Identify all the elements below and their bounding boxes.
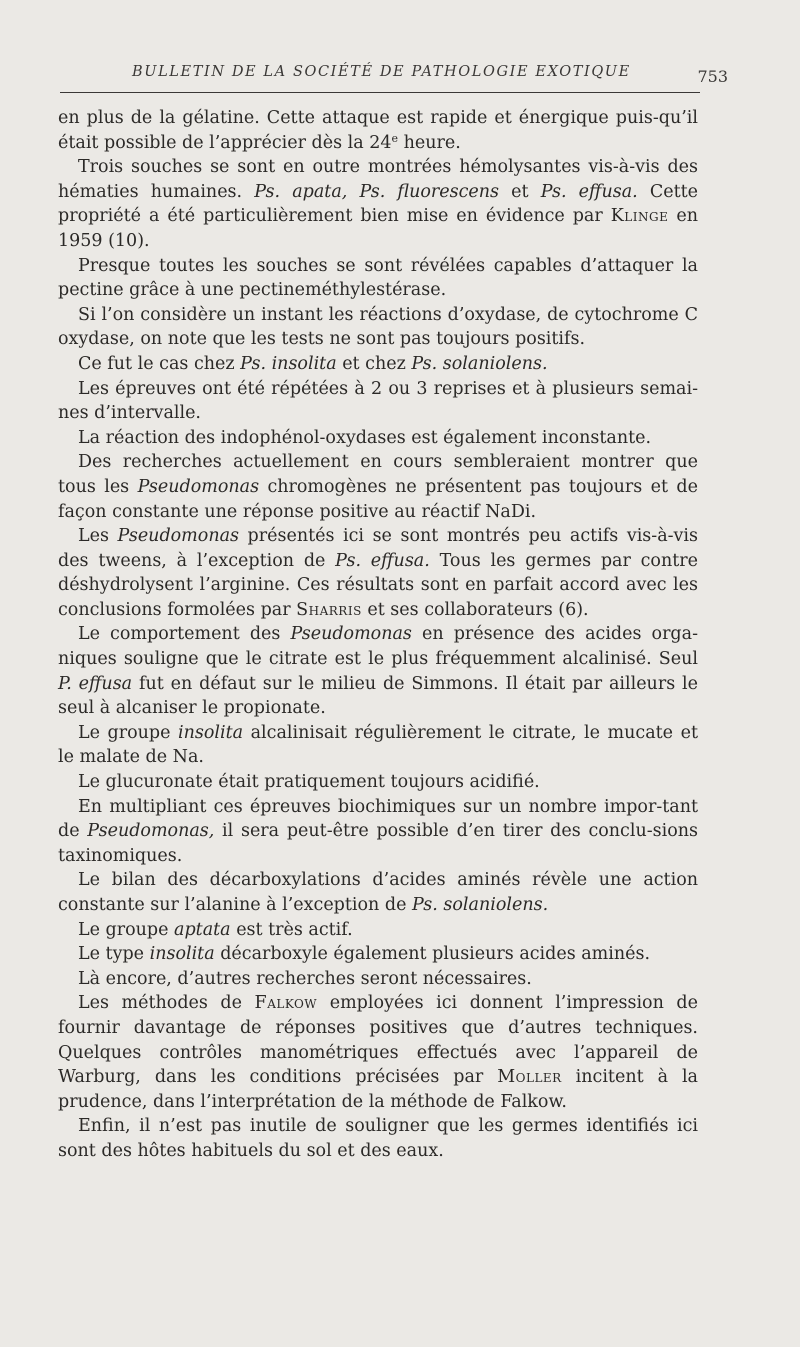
text-run: Tous les germes par contre déshydrolysent l’arginine. Ces résultats sont en parfait accord avec les conclusions formolées par (58, 550, 698, 620)
paragraph (58, 303, 698, 352)
italic-text: P. effusa (58, 673, 133, 694)
paragraph (58, 377, 698, 426)
paragraph (58, 770, 698, 795)
text-run: employées ici donnent l’impression de fournir davantage de réponses positives que d’autres techniques. Quelques contrôles manométriques effectués avec l’appareil de Warburg, dans les conditions précisées par (58, 993, 698, 1088)
text-run: Les épreuves ont été répétées à 2 ou 3 reprises et à plusieurs semai-nes d’intervalle. (58, 378, 698, 424)
paragraph (58, 106, 698, 155)
text-run: chromogènes ne présentent pas toujours et de façon constante une réponse positive au réactif NaDi. (58, 476, 698, 522)
text-run: et (499, 181, 541, 202)
page-number: 753 (697, 67, 728, 86)
italic-text: aptata (174, 919, 231, 940)
text-run: Le groupe (78, 919, 175, 940)
text-run: présentés ici se sont montrés peu actifs vis-à-vis des tweens, à l’exception de (58, 526, 699, 571)
text-run: Trois souches se sont en outre montrées hémolysantes vis-à-vis des hématies humaines. (58, 157, 698, 202)
text-run: heure. (398, 132, 461, 153)
text-run: en 1959 (10). (58, 206, 698, 251)
author-name: Sharris (296, 599, 362, 620)
text-run: fut en défaut sur le milieu de Simmons. Il était par ailleurs le seul à alcaniser le propionate. (58, 673, 699, 719)
paragraph (58, 524, 698, 622)
text-run: La réaction des indophénol-oxydases est également inconstante. (78, 427, 652, 448)
text-run: décarboxyle également plusieurs acides aminés. (214, 944, 651, 965)
text-run: Le type (78, 944, 150, 965)
italic-text: insolita (149, 944, 215, 965)
text-run: incitent à la prudence, dans l’interprétation de la méthode de Falkow. (58, 1067, 698, 1112)
text-run: est très actif. (230, 919, 353, 940)
italic-text: Ps. effusa. (540, 181, 638, 202)
text-run: et chez (336, 353, 412, 374)
paragraph (58, 967, 698, 992)
author-name: Moller (497, 1067, 562, 1088)
italic-text: insolita (178, 722, 244, 743)
italic-text: Pseudomonas (290, 624, 412, 645)
superscript: e (391, 131, 399, 145)
italic-text: Ps. solaniolens. (411, 353, 548, 374)
text-run: En multipliant ces épreuves biochimiques sur un nombre impor-tant de (58, 796, 698, 842)
text-run: en présence des acides orga-niques souligne que le citrate est le plus fréquemment alcalinisé. Seul (58, 624, 698, 670)
paragraph (58, 868, 698, 917)
paragraph (58, 155, 698, 253)
paragraph (58, 942, 698, 967)
text-run: Les (78, 526, 118, 547)
text-run: Ce fut le cas chez (78, 353, 241, 374)
italic-text: Ps. effusa. (335, 550, 430, 571)
paragraph (58, 254, 698, 303)
text-run: Les méthodes de (78, 993, 255, 1014)
text-run: et ses collaborateurs (6). (361, 599, 589, 620)
paragraph (58, 795, 698, 869)
article-body (58, 106, 698, 1164)
text-run: Presque toutes les souches se sont révélées capables d’attaquer la pectine grâce à une pectineméthylestérase. (58, 255, 698, 301)
italic-text: Ps. apata, Ps. fluorescens (254, 181, 500, 202)
text-run: il sera peut-être possible d’en tirer des conclu-sions taxinomiques. (58, 821, 699, 866)
italic-text: Ps. insolita (240, 353, 337, 374)
italic-text: Ps. solaniolens. (412, 895, 549, 915)
running-header (60, 62, 728, 93)
text-run: en plus de la gélatine. Cette attaque est rapide et énergique puis-qu’il était possible de l’apprécier dès la 24 (58, 108, 698, 153)
text-run: Le bilan des décarboxylations d’acides aminés révèle une action constante sur l’alanine à l’exception de (58, 870, 698, 915)
text-run: Cette propriété a été particulièrement bien mise en évidence par (58, 181, 699, 227)
paragraph (58, 721, 698, 770)
paragraph (58, 991, 698, 1114)
text-run: Le groupe (78, 722, 179, 743)
paragraph (58, 622, 698, 720)
author-name: Klinge (610, 206, 669, 227)
paragraph (58, 426, 698, 451)
paragraph (58, 450, 698, 524)
text-run: Enfin, il n’est pas inutile de souligner que les germes identifiés ici sont des hôtes habituels du sol et des eaux. (58, 1116, 698, 1161)
author-name: Falkow (254, 993, 318, 1014)
italic-text: Pseudomonas (117, 526, 239, 547)
paragraph (58, 352, 698, 377)
text-run: Là encore, d’autres recherches seront nécessaires. (78, 968, 532, 989)
italic-text: Pseudomonas (137, 476, 260, 497)
text-run: Le comportement des (78, 624, 291, 645)
paragraph (58, 918, 698, 943)
italic-text: Pseudomonas, (87, 821, 215, 842)
paragraph (58, 1114, 698, 1163)
running-title: BULLETIN DE LA SOCIÉTÉ DE PATHOLOGIE EXOTIQUE (132, 64, 631, 80)
text-run: Si l’on considère un instant les réactions d’oxydase, de cytochrome C oxydase, on note que les tests ne sont pas toujours positifs. (58, 304, 698, 350)
text-run: Des recherches actuellement en cours sembleraient montrer que tous les (58, 452, 698, 497)
text-run: Le glucuronate était pratiquement toujours acidifié. (78, 772, 540, 793)
text-run: alcalinisait régulièrement le citrate, le mucate et le malate de Na. (58, 722, 698, 768)
